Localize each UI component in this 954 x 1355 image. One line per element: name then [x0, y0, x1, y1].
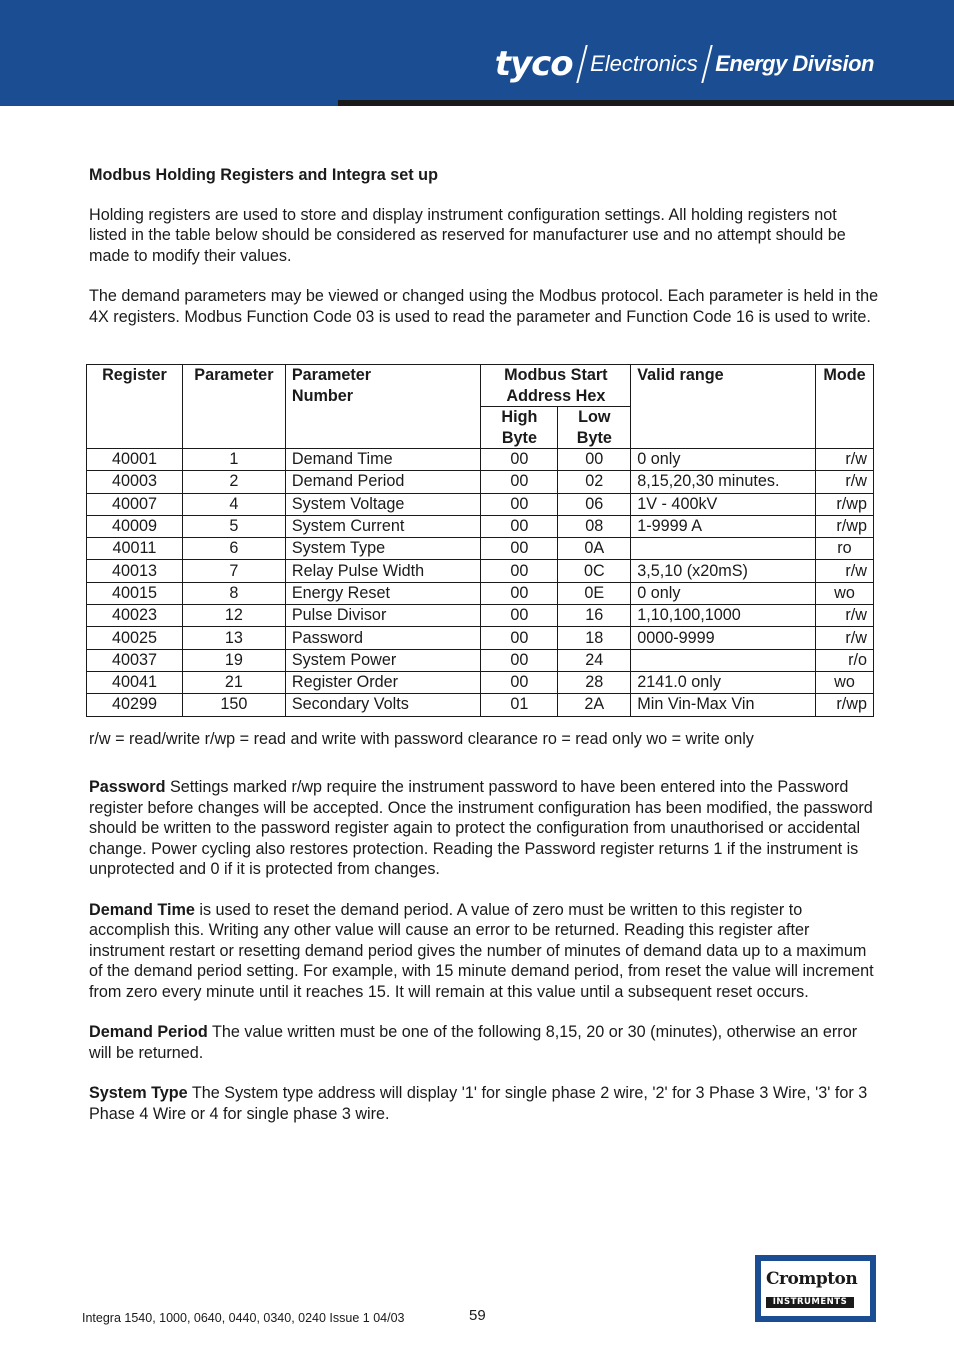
password-note-text: Settings marked r/wp require the instrument password to have been entered into the Password register before changes will be accepted. Once the instrument configuration has been modified, the password should be written to the password register again to protect the configuration from unauthorised or accidental change. Power cycling also restores protection. Reading the Password register returns 1 if the instrument is unprotected and 0 if it is protected from changes. [89, 778, 873, 878]
header-modbus-start-line2: Address Hex [506, 386, 606, 405]
cell-mode: r/w [815, 627, 873, 649]
cell-parameter: 150 [182, 694, 285, 716]
cell-name: Relay Pulse Width [285, 560, 481, 582]
system-type-note [89, 1083, 879, 1124]
cell-low: 0C [558, 560, 631, 582]
crompton-logo-instruments: INSTRUMENTS [766, 1297, 854, 1308]
header-high-line2: Byte [501, 428, 537, 447]
cell-mode: r/wp [815, 515, 873, 537]
header-low-line1: Low [578, 408, 611, 426]
cell-name: Secondary Volts [285, 694, 481, 716]
table-row [87, 694, 874, 716]
header-parameter-number [285, 365, 481, 449]
tyco-electronics-logo [495, 42, 874, 86]
cell-name: System Power [285, 649, 481, 671]
cell-high: 00 [481, 605, 558, 627]
brand-divider [576, 45, 587, 83]
cell-mode: ro [815, 538, 873, 560]
intro-paragraph-2: The demand parameters may be viewed or changed using the Modbus protocol. Each parameter is held in the 4X registers. Modbus Function Code 03 is used to read the parameter and Function Code 16 is used to write. [89, 287, 879, 326]
crompton-logo [755, 1255, 876, 1322]
intro-section [89, 165, 879, 347]
header-modbus-start [481, 365, 631, 407]
cell-parameter: 19 [182, 649, 285, 671]
password-note [89, 777, 879, 880]
table-row [87, 560, 874, 582]
cell-register: 40023 [87, 605, 183, 627]
cell-low: 00 [558, 449, 631, 471]
cell-mode: r/wp [815, 493, 873, 515]
cell-low: 06 [558, 493, 631, 515]
cell-mode: r/w [815, 471, 873, 493]
cell-mode: r/w [815, 605, 873, 627]
header-mode: Mode [815, 365, 873, 449]
brand-electronics: Electronics [590, 51, 698, 76]
cell-high: 00 [481, 449, 558, 471]
cell-range: 1V - 400kV [631, 493, 816, 515]
cell-high: 00 [481, 515, 558, 537]
brand-division: Energy Division [715, 51, 874, 76]
cell-high: 00 [481, 493, 558, 515]
table-row [87, 582, 874, 604]
page-number: 59 [469, 1307, 486, 1324]
cell-mode: r/o [815, 649, 873, 671]
notes-section [89, 777, 879, 1144]
cell-range: 0 only [631, 582, 816, 604]
cell-mode: r/wp [815, 694, 873, 716]
cell-mode: r/w [815, 560, 873, 582]
cell-parameter: 21 [182, 671, 285, 693]
cell-range: Min Vin-Max Vin [631, 694, 816, 716]
holding-registers-table [86, 364, 874, 717]
table-row [87, 493, 874, 515]
cell-range: 0 only [631, 449, 816, 471]
page-title: Modbus Holding Registers and Integra set up [89, 166, 438, 184]
cell-low: 18 [558, 627, 631, 649]
cell-high: 00 [481, 671, 558, 693]
cell-high: 01 [481, 694, 558, 716]
header-rule [338, 100, 954, 106]
cell-name: Demand Time [285, 449, 481, 471]
cell-name: Demand Period [285, 471, 481, 493]
cell-low: 0A [558, 538, 631, 560]
header-modbus-start-line1: Modbus Start [504, 366, 608, 384]
cell-register: 40007 [87, 493, 183, 515]
demand-time-note [89, 900, 879, 1003]
cell-register: 40003 [87, 471, 183, 493]
demand-period-note-title: Demand Period [89, 1023, 208, 1041]
demand-period-note [89, 1022, 879, 1063]
cell-parameter: 7 [182, 560, 285, 582]
header-low-line2: Byte [576, 428, 612, 447]
demand-period-note-text: The value written must be one of the following 8,15, 20 or 30 (minutes), otherwise an error will be returned. [89, 1023, 858, 1062]
cell-range: 0000-9999 [631, 627, 816, 649]
footer-document-id: Integra 1540, 1000, 0640, 0440, 0340, 0240 Issue 1 04/03 [82, 1311, 405, 1325]
cell-range [631, 538, 816, 560]
crompton-logo-name: Crompton [766, 1269, 858, 1289]
cell-high: 00 [481, 471, 558, 493]
header-high-line1: High [501, 408, 538, 426]
header-banner [0, 0, 954, 106]
cell-high: 00 [481, 649, 558, 671]
cell-mode: wo [815, 671, 873, 693]
cell-register: 40037 [87, 649, 183, 671]
cell-parameter: 5 [182, 515, 285, 537]
table-row [87, 649, 874, 671]
password-note-title: Password [89, 778, 166, 796]
table-row [87, 449, 874, 471]
cell-range [631, 649, 816, 671]
header-valid-range: Valid range [631, 365, 816, 449]
cell-low: 2A [558, 694, 631, 716]
header-high-byte [481, 407, 558, 449]
cell-parameter: 4 [182, 493, 285, 515]
system-type-note-title: System Type [89, 1084, 188, 1102]
cell-name: System Current [285, 515, 481, 537]
header-parameter-number-line1: Parameter [291, 366, 372, 384]
cell-range: 1-9999 A [631, 515, 816, 537]
cell-low: 28 [558, 671, 631, 693]
brand-divider [701, 45, 712, 83]
cell-high: 00 [481, 560, 558, 582]
cell-high: 00 [481, 538, 558, 560]
cell-low: 24 [558, 649, 631, 671]
table-row [87, 627, 874, 649]
cell-register: 40299 [87, 694, 183, 716]
cell-parameter: 6 [182, 538, 285, 560]
cell-high: 00 [481, 627, 558, 649]
cell-mode: r/w [815, 449, 873, 471]
cell-low: 02 [558, 471, 631, 493]
table-row [87, 471, 874, 493]
cell-register: 40011 [87, 538, 183, 560]
header-register: Register [87, 365, 183, 449]
cell-high: 00 [481, 582, 558, 604]
cell-low: 0E [558, 582, 631, 604]
cell-register: 40041 [87, 671, 183, 693]
intro-paragraph-1: Holding registers are used to store and display instrument configuration settings. All holding registers not listed in the table below should be considered as reserved for manufacturer use and no attempt should be made to modify their values. [89, 205, 846, 265]
header-parameter: Parameter [182, 365, 285, 449]
cell-register: 40001 [87, 449, 183, 471]
table-row [87, 605, 874, 627]
cell-range: 2141.0 only [631, 671, 816, 693]
demand-time-note-title: Demand Time [89, 900, 195, 919]
cell-register: 40013 [87, 560, 183, 582]
cell-low: 16 [558, 605, 631, 627]
cell-register: 40009 [87, 515, 183, 537]
header-low-byte [558, 407, 631, 449]
cell-range: 3,5,10 (x20mS) [631, 560, 816, 582]
cell-register: 40015 [87, 582, 183, 604]
table-row [87, 671, 874, 693]
table-row [87, 515, 874, 537]
demand-time-note-text: is used to reset the demand period. A value of zero must be written to this register to accomplish this. Writing any other value will cause an error to be returned. Reading this register after instrument restart or resetting demand period gives the number of minutes of demand data up to a maximum of the demand period setting. For example, with 15 minute demand period, from reset the value will increment from zero every minute until it reaches 15. It will remain at this value until a subsequent reset occurs. [89, 900, 874, 1001]
cell-range: 1,10,100,1000 [631, 605, 816, 627]
cell-parameter: 8 [182, 582, 285, 604]
cell-name: System Voltage [285, 493, 481, 515]
brand-tyco: tyco [494, 44, 573, 84]
cell-range: 8,15,20,30 minutes. [631, 471, 816, 493]
cell-parameter: 2 [182, 471, 285, 493]
cell-name: Register Order [285, 671, 481, 693]
header-parameter-number-line2: Number [291, 386, 354, 405]
cell-name: Password [285, 627, 481, 649]
system-type-note-text: The System type address will display '1' for single phase 2 wire, '2' for 3 Phase 3 Wire, '3' for 3 Phase 4 Wire or 4 for single phase 3 wire. [89, 1084, 868, 1123]
cell-name: Energy Reset [285, 582, 481, 604]
cell-name: System Type [285, 538, 481, 560]
cell-parameter: 12 [182, 605, 285, 627]
cell-low: 08 [558, 515, 631, 537]
cell-mode: wo [815, 582, 873, 604]
table-row [87, 538, 874, 560]
cell-parameter: 1 [182, 449, 285, 471]
cell-name: Pulse Divisor [285, 605, 481, 627]
cell-parameter: 13 [182, 627, 285, 649]
cell-register: 40025 [87, 627, 183, 649]
crompton-logo-panel [761, 1261, 870, 1316]
mode-legend: r/w = read/write r/wp = read and write with password clearance ro = read only wo = write only [89, 730, 754, 748]
